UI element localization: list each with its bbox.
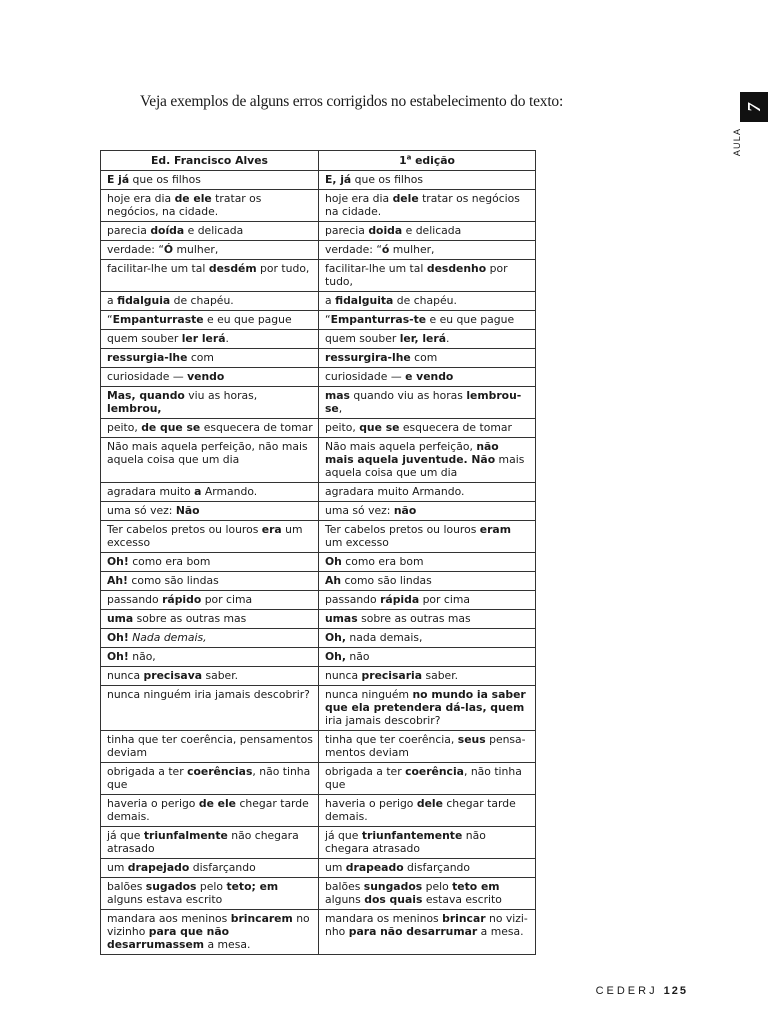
cell-text: pelo xyxy=(196,880,227,893)
highlighted-text: brincarem xyxy=(230,912,293,925)
first-edition-cell xyxy=(319,330,536,349)
cell-text: quem souber xyxy=(107,332,182,345)
cell-text: quando viu as horas xyxy=(349,389,467,402)
table-row xyxy=(101,878,536,910)
table-row xyxy=(101,241,536,260)
page-footer xyxy=(596,985,688,997)
francisco-alves-cell xyxy=(101,222,319,241)
table-row xyxy=(101,349,536,368)
highlighted-text: coerência xyxy=(405,765,464,778)
first-edition-cell xyxy=(319,827,536,859)
first-edition-cell xyxy=(319,387,536,419)
cell-text: alguns estava escrito xyxy=(107,893,223,906)
highlighted-text: dos quais xyxy=(364,893,423,906)
cell-text: já que xyxy=(325,829,362,842)
highlighted-text: mas xyxy=(325,389,350,402)
cell-text: pelo xyxy=(422,880,453,893)
francisco-alves-cell xyxy=(101,349,319,368)
table-row xyxy=(101,368,536,387)
cell-text: , não tinha que xyxy=(107,765,311,791)
highlighted-text: teto em xyxy=(452,880,500,893)
highlighted-text: para que não desarrumassem xyxy=(107,925,230,951)
cell-text: uma só vez: xyxy=(325,504,394,517)
table-row xyxy=(101,763,536,795)
lesson-number-tab xyxy=(740,92,768,122)
publisher-name: CEDERJ xyxy=(595,985,658,997)
cell-text: como era bom xyxy=(128,555,211,568)
highlighted-text: umas xyxy=(325,612,358,625)
francisco-alves-cell xyxy=(101,572,319,591)
francisco-alves-cell xyxy=(101,763,319,795)
highlighted-text: era xyxy=(261,523,282,536)
cell-text: saber. xyxy=(422,669,459,682)
first-edition-cell xyxy=(319,483,536,502)
cell-text: disfarçando xyxy=(403,861,471,874)
highlighted-text: rápida xyxy=(380,593,420,606)
first-edition-cell xyxy=(319,260,536,292)
cell-text: uma só vez: xyxy=(107,504,176,517)
table-row xyxy=(101,667,536,686)
table-row xyxy=(101,502,536,521)
francisco-alves-cell xyxy=(101,878,319,910)
cell-text: não chegara atrasado xyxy=(107,829,299,855)
first-edition-cell xyxy=(319,368,536,387)
first-edition-cell xyxy=(319,222,536,241)
cell-text: como era bom xyxy=(341,555,424,568)
cell-text: haveria o perigo xyxy=(107,797,199,810)
francisco-alves-cell xyxy=(101,859,319,878)
cell-text: não chegara atrasado xyxy=(325,829,486,855)
highlighted-text: não mais aquela juventude. Não xyxy=(325,440,499,466)
first-edition-cell xyxy=(319,910,536,955)
cell-text: como são lindas xyxy=(341,574,432,587)
cell-text: com xyxy=(410,351,438,364)
francisco-alves-cell xyxy=(101,610,319,629)
highlighted-text: ler, lerá xyxy=(399,332,446,345)
cell-text: mulher, xyxy=(389,243,435,256)
cell-text: Ter cabelos pretos ou louros xyxy=(107,523,262,536)
highlighted-text: rápido xyxy=(162,593,202,606)
italic-text: Nada demais, xyxy=(128,631,207,644)
highlighted-text: Ah! xyxy=(107,574,128,587)
highlighted-text: seus xyxy=(457,733,486,746)
cell-text: agradara muito xyxy=(107,485,195,498)
page-number: 125 xyxy=(663,985,688,997)
cell-text: parecia xyxy=(325,224,369,237)
cell-text: passando xyxy=(325,593,381,606)
first-edition-cell xyxy=(319,171,536,190)
cell-text: “ xyxy=(325,313,331,326)
highlighted-text: lembrou, xyxy=(107,402,162,415)
francisco-alves-cell xyxy=(101,827,319,859)
first-edition-cell xyxy=(319,438,536,483)
francisco-alves-cell xyxy=(101,419,319,438)
highlighted-text: doida xyxy=(368,224,403,237)
highlighted-text: vendo xyxy=(187,370,225,383)
cell-text: tratar os negócios na cidade. xyxy=(325,192,520,218)
cell-text: chegar tarde demais. xyxy=(107,797,309,823)
highlighted-text: E já xyxy=(107,173,130,186)
highlighted-text: Oh! xyxy=(107,555,129,568)
cell-text: sobre as outras mas xyxy=(133,612,247,625)
cell-text: peito, xyxy=(107,421,142,434)
cell-text: mulher, xyxy=(173,243,219,256)
francisco-alves-cell xyxy=(101,171,319,190)
cell-text: sobre as outras mas xyxy=(357,612,471,625)
intro-text: Veja exemplos de alguns erros corrigidos no estabelecimento do texto: xyxy=(140,93,564,110)
cell-text: viu as horas, xyxy=(184,389,258,402)
lesson-label: AULA xyxy=(732,127,742,157)
highlighted-text: Oh xyxy=(325,555,342,568)
highlighted-text: drapeado xyxy=(345,861,404,874)
cell-text: . xyxy=(446,332,450,345)
francisco-alves-cell xyxy=(101,311,319,330)
highlighted-text: lembrou-se xyxy=(325,389,522,415)
cell-text: tinha que ter coerência, xyxy=(325,733,458,746)
francisco-alves-cell xyxy=(101,241,319,260)
ordinal-indicator: a xyxy=(406,153,412,162)
francisco-alves-cell xyxy=(101,292,319,311)
francisco-alves-cell xyxy=(101,686,319,731)
cell-text: . xyxy=(225,332,229,345)
table-row xyxy=(101,731,536,763)
cell-text: e eu que pague xyxy=(426,313,515,326)
highlighted-text: precisava xyxy=(143,669,203,682)
table-row xyxy=(101,171,536,190)
cell-text: pensa-mentos deviam xyxy=(325,733,526,759)
cell-text: a xyxy=(107,294,118,307)
table-row xyxy=(101,910,536,955)
table-row xyxy=(101,648,536,667)
highlighted-text: drapejado xyxy=(127,861,190,874)
cell-text: mais aquela coisa que um dia xyxy=(325,453,525,479)
highlighted-text: não xyxy=(393,504,417,517)
highlighted-text: desdenho xyxy=(426,262,487,275)
cell-text: nunca xyxy=(107,669,144,682)
table-row xyxy=(101,610,536,629)
cell-text: a mesa. xyxy=(477,925,524,938)
cell-text: balões xyxy=(107,880,146,893)
table-header xyxy=(101,151,536,171)
first-edition-cell xyxy=(319,795,536,827)
first-edition-cell xyxy=(319,648,536,667)
francisco-alves-cell xyxy=(101,502,319,521)
header-francisco-alves: Ed. Francisco Alves xyxy=(101,151,319,171)
cell-text: nunca ninguém xyxy=(325,688,413,701)
cell-text: hoje era dia xyxy=(325,192,393,205)
highlighted-text: fidalguia xyxy=(117,294,171,307)
first-edition-cell xyxy=(319,419,536,438)
cell-text: quem souber xyxy=(325,332,400,345)
highlighted-text: Oh, xyxy=(325,631,346,644)
highlighted-text: dele xyxy=(416,797,443,810)
francisco-alves-cell xyxy=(101,521,319,553)
cell-text: chegar tarde demais. xyxy=(325,797,516,823)
cell-text: por cima xyxy=(419,593,470,606)
cell-text: e eu que pague xyxy=(203,313,292,326)
cell-text: de chapéu. xyxy=(393,294,457,307)
table-row xyxy=(101,795,536,827)
cell-text: tinha que ter coerência, pensamentos deviam xyxy=(107,733,313,759)
francisco-alves-cell xyxy=(101,330,319,349)
cell-text: não xyxy=(345,650,370,663)
highlighted-text: Oh! xyxy=(107,650,129,663)
cell-text: Não mais aquela perfeição, não mais aquela coisa que um dia xyxy=(107,440,308,466)
cell-text: Armando. xyxy=(201,485,258,498)
cell-text: mandara aos meninos xyxy=(107,912,231,925)
lesson-number: 7 xyxy=(743,102,764,112)
table-row xyxy=(101,859,536,878)
cell-text: por cima xyxy=(201,593,253,606)
first-edition-cell xyxy=(319,878,536,910)
cell-text: saber. xyxy=(202,669,239,682)
table-row xyxy=(101,260,536,292)
cell-text: como são lindas xyxy=(127,574,219,587)
cell-text: com xyxy=(187,351,214,364)
highlighted-text: Oh! xyxy=(107,631,129,644)
header-first-edition: 1$^a$ edição xyxy=(319,151,536,171)
highlighted-text: de ele xyxy=(174,192,212,205)
cell-text: tratar os negócios, na cidade. xyxy=(107,192,262,218)
table-row xyxy=(101,483,536,502)
cell-text: Ter cabelos pretos ou louros xyxy=(325,523,480,536)
francisco-alves-cell xyxy=(101,731,319,763)
cell-text: peito, xyxy=(325,421,360,434)
table-row xyxy=(101,521,536,553)
cell-text: que os filhos xyxy=(129,173,201,186)
table-row xyxy=(101,629,536,648)
table-header-row xyxy=(101,151,536,171)
cell-text: facilitar-lhe um tal xyxy=(107,262,209,275)
cell-text: hoje era dia xyxy=(107,192,175,205)
first-edition-cell xyxy=(319,629,536,648)
highlighted-text: para não desarrumar xyxy=(348,925,478,938)
first-edition-cell xyxy=(319,521,536,553)
cell-text: no vizi-nho xyxy=(325,912,528,938)
highlighted-text: dele xyxy=(392,192,419,205)
highlighted-text: Empanturraste xyxy=(112,313,204,326)
cell-text: verdade: “ xyxy=(107,243,164,256)
cell-text: que os filhos xyxy=(351,173,423,186)
table-row xyxy=(101,387,536,419)
highlighted-text: fidalguita xyxy=(335,294,394,307)
cell-text: nunca xyxy=(325,669,362,682)
francisco-alves-cell xyxy=(101,260,319,292)
table-body xyxy=(101,171,536,955)
cell-text: , não tinha que xyxy=(325,765,522,791)
highlighted-text: sungados xyxy=(363,880,423,893)
first-edition-cell xyxy=(319,553,536,572)
highlighted-text: a xyxy=(194,485,202,498)
cell-text: disfarçando xyxy=(189,861,256,874)
highlighted-text: e vendo xyxy=(405,370,454,383)
first-edition-cell xyxy=(319,572,536,591)
table-row xyxy=(101,591,536,610)
lesson-label-container xyxy=(730,122,744,162)
highlighted-text: desdém xyxy=(208,262,257,275)
cell-text: estava escrito xyxy=(422,893,502,906)
first-edition-cell xyxy=(319,667,536,686)
highlighted-text: Ó xyxy=(163,243,174,256)
table-row xyxy=(101,190,536,222)
francisco-alves-cell xyxy=(101,190,319,222)
cell-text: obrigada a ter xyxy=(325,765,406,778)
cell-text: um xyxy=(107,861,128,874)
cell-text: um excesso xyxy=(325,536,389,549)
cell-text: e delicada xyxy=(184,224,244,237)
highlighted-text: ressurgira-lhe xyxy=(325,351,411,364)
cell-text: não, xyxy=(128,650,156,663)
francisco-alves-cell xyxy=(101,648,319,667)
cell-text: um excesso xyxy=(107,523,303,549)
cell-text: por tudo, xyxy=(325,262,508,288)
cell-text: verdade: “ xyxy=(325,243,382,256)
highlighted-text: Oh, xyxy=(325,650,346,663)
cell-text: “ xyxy=(107,313,113,326)
highlighted-text: de que se xyxy=(141,421,201,434)
francisco-alves-cell xyxy=(101,368,319,387)
francisco-alves-cell xyxy=(101,667,319,686)
highlighted-text: uma xyxy=(107,612,134,625)
highlighted-text: teto; em xyxy=(226,880,279,893)
highlighted-text: Ah xyxy=(325,574,342,587)
cell-text: já que xyxy=(107,829,144,842)
table-row xyxy=(101,686,536,731)
cell-text: no vizinho xyxy=(107,912,310,938)
first-edition-cell xyxy=(319,591,536,610)
first-edition-cell xyxy=(319,859,536,878)
highlighted-text: sugados xyxy=(145,880,197,893)
first-edition-cell xyxy=(319,292,536,311)
cell-text: curiosidade — xyxy=(325,370,406,383)
highlighted-text: Mas, quando xyxy=(107,389,185,402)
highlighted-text: no mundo ia saber que ela pretendera dá-las, quem xyxy=(325,688,526,714)
cell-text: mandara os meninos xyxy=(325,912,443,925)
cell-text: , xyxy=(338,402,343,415)
table-row xyxy=(101,438,536,483)
highlighted-text: brincar xyxy=(442,912,486,925)
cell-text: por tudo, xyxy=(256,262,310,275)
first-edition-cell xyxy=(319,763,536,795)
first-edition-cell xyxy=(319,610,536,629)
first-edition-cell xyxy=(319,502,536,521)
cell-text: esquecera de tomar xyxy=(399,421,512,434)
table-row xyxy=(101,222,536,241)
cell-text: curiosidade — xyxy=(107,370,188,383)
francisco-alves-cell xyxy=(101,438,319,483)
table-row xyxy=(101,572,536,591)
cell-text: parecia xyxy=(107,224,151,237)
highlighted-text: ressurgia-lhe xyxy=(107,351,188,364)
highlighted-text: triunfantemente xyxy=(361,829,463,842)
cell-text: esquecera de tomar xyxy=(200,421,313,434)
first-edition-cell xyxy=(319,349,536,368)
table-row xyxy=(101,330,536,349)
cell-text: iria jamais descobrir? xyxy=(325,714,441,727)
cell-text: a xyxy=(325,294,336,307)
cell-text: de chapéu. xyxy=(170,294,234,307)
cell-text: haveria o perigo xyxy=(325,797,417,810)
cell-text: a mesa. xyxy=(204,938,251,951)
highlighted-text: precisaria xyxy=(361,669,423,682)
cell-text: e delicada xyxy=(402,224,462,237)
first-edition-cell xyxy=(319,241,536,260)
cell-text: alguns xyxy=(325,893,365,906)
highlighted-text: triunfalmente xyxy=(143,829,228,842)
cell-text: um xyxy=(325,861,346,874)
francisco-alves-cell xyxy=(101,483,319,502)
first-edition-cell xyxy=(319,686,536,731)
table-row xyxy=(101,311,536,330)
cell-text: nada demais, xyxy=(345,631,423,644)
francisco-alves-cell xyxy=(101,387,319,419)
highlighted-text: eram xyxy=(479,523,511,536)
highlighted-text: E, já xyxy=(325,173,352,186)
highlighted-text: Não xyxy=(175,504,200,517)
table-row xyxy=(101,827,536,859)
francisco-alves-cell xyxy=(101,910,319,955)
cell-text: agradara muito Armando. xyxy=(325,485,465,498)
cell-text: obrigada a ter xyxy=(107,765,188,778)
comparison-table xyxy=(100,150,536,955)
highlighted-text: doída xyxy=(150,224,185,237)
francisco-alves-cell xyxy=(101,629,319,648)
francisco-alves-cell xyxy=(101,553,319,572)
francisco-alves-cell xyxy=(101,591,319,610)
table-row xyxy=(101,419,536,438)
highlighted-text: ler lerá xyxy=(181,332,226,345)
highlighted-text: que se xyxy=(359,421,400,434)
first-edition-cell xyxy=(319,311,536,330)
first-edition-cell xyxy=(319,190,536,222)
cell-text: balões xyxy=(325,880,364,893)
cell-text: nunca ninguém iria jamais descobrir? xyxy=(107,688,310,701)
francisco-alves-cell xyxy=(101,795,319,827)
cell-text: passando xyxy=(107,593,163,606)
first-edition-cell xyxy=(319,731,536,763)
table-row xyxy=(101,292,536,311)
cell-text: Não mais aquela perfeição, xyxy=(325,440,477,453)
highlighted-text: coerências xyxy=(187,765,253,778)
cell-text: facilitar-lhe um tal xyxy=(325,262,427,275)
highlighted-text: ó xyxy=(381,243,390,256)
highlighted-text: Empanturras-te xyxy=(330,313,427,326)
highlighted-text: de ele xyxy=(198,797,237,810)
table-row xyxy=(101,553,536,572)
